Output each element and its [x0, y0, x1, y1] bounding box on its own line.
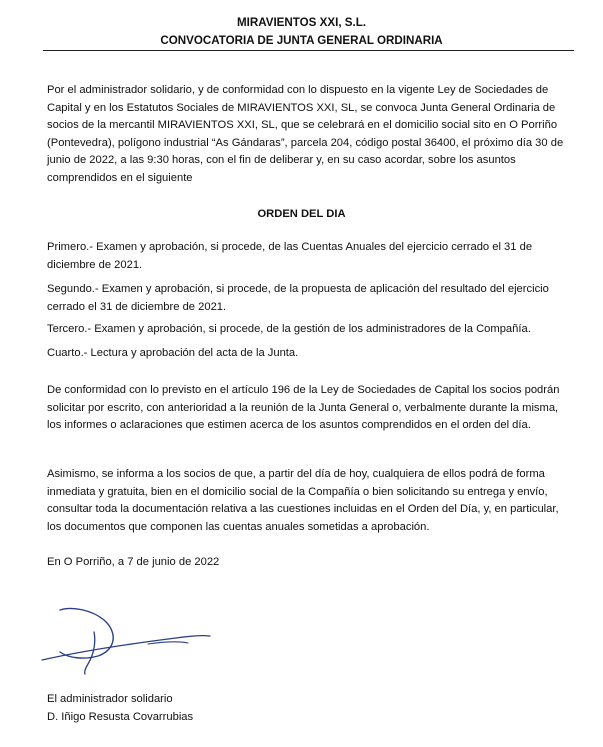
intro-paragraph: Por el administrador solidario, y de conformidad con lo dispuesto en la vigente Ley de Sociedades de Capital y en los Estatutos Sociales de MIRAVIENTOS XXI, SL, se convoca Junta General Ordinaria de socios de la mercantil MIRAVIENTOS XXI, SL, que se celebrará en el domicilio social sito en O Porriño (Pontevedra), polígono industrial “As Gándaras”, parcela 204, código postal 36400, el próximo día 30 de junio de 2022, a las 9:30 horas, con el fin de deliberar y, en su caso acordar, sobre los asuntos comprendidos en el siguiente: [47, 84, 564, 184]
document-header: [0, 14, 603, 50]
company-name: MIRAVIENTOS XXI, S.L.: [236, 16, 367, 29]
agenda-item-4: Cuarto.- Lectura y aprobación del acta de la Junta.: [47, 347, 299, 359]
header-divider: [43, 50, 574, 51]
agenda-item-3: Tercero.- Examen y aprobación, si procede, de la gestión de los administradores de la Compañía.: [47, 323, 531, 335]
signer-name: D. Iñigo Resusta Covarrubias: [47, 711, 194, 723]
handwritten-signature: [38, 600, 213, 675]
signature-block: [47, 690, 193, 726]
agenda-title: ORDEN DEL DIA: [257, 208, 346, 220]
place-date: En O Porriño, a 7 de junio de 2022: [47, 556, 220, 568]
documents-paragraph: Asimismo, se informa a los socios de que, a partir del día de hoy, cualquiera de ellos podrá de forma inmediata y gratuita, bien en el domicilio social de la Compañía o bien solicitando su entrega y envío, consultar toda la documentación relativa a las cuestiones incluidas en el Orden del Día, y, en particular, los documentos que componen las cuentas anuales sometidas a aprobación.: [47, 468, 559, 533]
agenda-item-2: Segundo.- Examen y aprobación, si procede, de la propuesta de aplicación del resultado del ejercicio cerrado el 31 de diciembre de 2021.: [47, 283, 549, 313]
document-title: CONVOCATORIA DE JUNTA GENERAL ORDINARIA: [160, 34, 443, 47]
agenda-item-1: Primero.- Examen y aprobación, si procede, de las Cuentas Anuales del ejercicio cerrado el 31 de diciembre de 2021.: [47, 241, 533, 271]
info-paragraph: De conformidad con lo previsto en el artículo 196 de la Ley de Sociedades de Capital los socios podrán solicitar por escrito, con anterioridad a la reunión de la Junta General o, verbalmente durante la misma, los informes o aclaraciones que estimen acerca de los asuntos comprendidos en el orden del día.: [47, 384, 560, 432]
signer-role: El administrador solidario: [47, 693, 173, 705]
